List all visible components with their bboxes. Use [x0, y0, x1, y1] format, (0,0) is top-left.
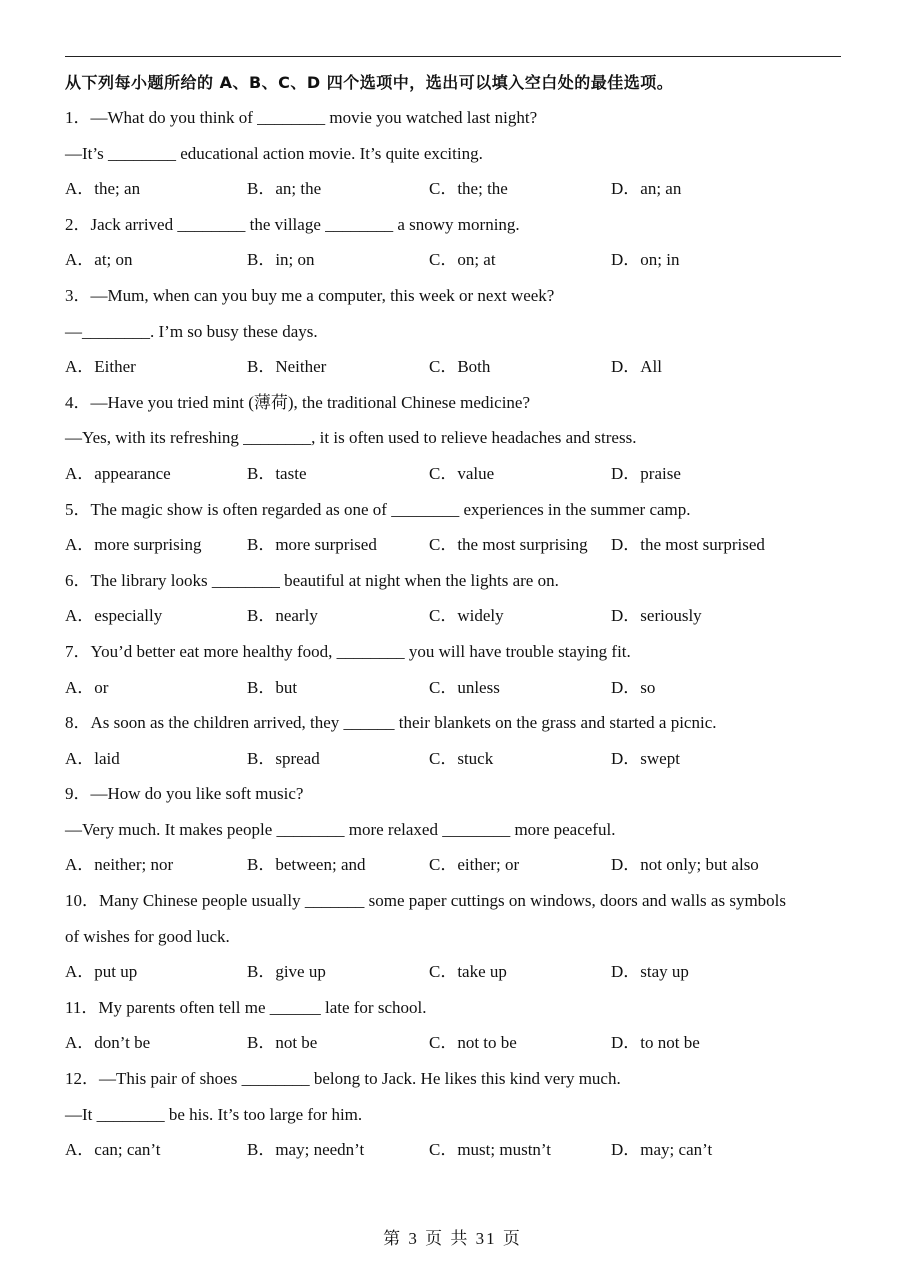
option-b[interactable]: B．not be	[247, 1033, 318, 1053]
option-a[interactable]: A．laid	[65, 748, 120, 768]
question-9	[65, 776, 841, 883]
option-row	[65, 242, 841, 278]
option-c[interactable]: C．unless	[429, 677, 500, 697]
option-b[interactable]: B．taste	[247, 463, 307, 483]
option-d[interactable]: D．to not be	[611, 1033, 700, 1053]
option-b[interactable]: B．give up	[247, 962, 326, 982]
question-1	[65, 100, 841, 207]
option-a[interactable]: A．more surprising	[65, 535, 202, 555]
question-text: 8．As soon as the children arrived, they ______ their blankets on the grass and started a picnic.	[65, 713, 717, 733]
option-row	[65, 527, 841, 563]
option-b[interactable]: B．may; needn’t	[247, 1140, 365, 1160]
option-c[interactable]: C．Both	[429, 357, 491, 377]
option-d[interactable]: D．praise	[611, 463, 681, 483]
option-b[interactable]: B．an; the	[247, 179, 322, 199]
question-3	[65, 278, 841, 385]
option-row	[65, 847, 841, 883]
question-text: —Yes, with its refreshing ________, it is often used to relieve headaches and stress.	[65, 428, 637, 448]
option-d[interactable]: D．seriously	[611, 606, 702, 626]
option-b[interactable]: B．but	[247, 677, 298, 697]
option-a[interactable]: A．especially	[65, 606, 163, 626]
option-row	[65, 1025, 841, 1061]
option-d[interactable]: D．the most surprised	[611, 535, 765, 555]
option-c[interactable]: C．widely	[429, 606, 504, 626]
question-7	[65, 634, 841, 705]
question-text: 4．—Have you tried mint (薄荷), the traditional Chinese medicine?	[65, 392, 531, 412]
option-d[interactable]: D．not only; but also	[611, 855, 759, 875]
question-5	[65, 492, 841, 563]
option-c[interactable]: C．take up	[429, 962, 507, 982]
option-row	[65, 598, 841, 634]
question-text: 6．The library looks ________ beautiful at night when the lights are on.	[65, 570, 559, 590]
option-d[interactable]: D．stay up	[611, 962, 689, 982]
option-c[interactable]: C．not to be	[429, 1033, 517, 1053]
question-8	[65, 705, 841, 776]
question-text: 9．—How do you like soft music?	[65, 784, 304, 804]
option-a[interactable]: A．or	[65, 677, 109, 697]
option-c[interactable]: C．the; the	[429, 179, 508, 199]
option-a[interactable]: A．can; can’t	[65, 1140, 161, 1160]
option-a[interactable]: A．neither; nor	[65, 855, 174, 875]
option-c[interactable]: C．stuck	[429, 748, 494, 768]
option-a[interactable]: A．put up	[65, 962, 138, 982]
option-d[interactable]: D．swept	[611, 748, 680, 768]
option-c[interactable]: C．the most surprising	[429, 535, 588, 555]
option-d[interactable]: D．on; in	[611, 250, 680, 270]
option-d[interactable]: D．an; an	[611, 179, 682, 199]
question-11	[65, 990, 841, 1061]
option-a[interactable]: A．Either	[65, 357, 136, 377]
option-d[interactable]: D．so	[611, 677, 656, 697]
question-text: of wishes for good luck.	[65, 926, 230, 946]
option-row	[65, 1132, 841, 1168]
question-text: —It ________ be his. It’s too large for him.	[65, 1104, 363, 1124]
question-list	[65, 100, 841, 1168]
option-c[interactable]: C．on; at	[429, 250, 496, 270]
option-c[interactable]: C．must; mustn’t	[429, 1140, 552, 1160]
option-row	[65, 741, 841, 777]
question-text: 2．Jack arrived ________ the village ________ a snowy morning.	[65, 214, 520, 234]
option-a[interactable]: A．the; an	[65, 179, 141, 199]
question-text: 7．You’d better eat more healthy food, ________ you will have trouble staying fit.	[65, 641, 631, 661]
option-a[interactable]: A．appearance	[65, 463, 171, 483]
question-text: 3．—Mum, when can you buy me a computer, this week or next week?	[65, 285, 555, 305]
option-b[interactable]: B．between; and	[247, 855, 366, 875]
question-10	[65, 883, 841, 990]
page-footer: 第 3 页 共 31 页	[383, 1229, 522, 1248]
option-d[interactable]: D．may; can’t	[611, 1140, 713, 1160]
option-b[interactable]: B．spread	[247, 748, 320, 768]
question-4	[65, 385, 841, 492]
option-row	[65, 349, 841, 385]
option-b[interactable]: B．Neither	[247, 357, 327, 377]
question-text: 12．—This pair of shoes ________ belong to Jack. He likes this kind very much.	[65, 1069, 621, 1089]
option-row	[65, 954, 841, 990]
question-text: —Very much. It makes people ________ more relaxed ________ more peaceful.	[65, 819, 616, 839]
question-text: 5．The magic show is often regarded as one of ________ experiences in the summer camp.	[65, 499, 691, 519]
option-b[interactable]: B．more surprised	[247, 535, 377, 555]
question-text: 1．—What do you think of ________ movie you watched last night?	[65, 108, 538, 127]
question-text: 10．Many Chinese people usually _______ some paper cuttings on windows, doors and walls as symbols	[65, 891, 787, 911]
option-c[interactable]: C．value	[429, 463, 495, 483]
question-6	[65, 563, 841, 634]
option-b[interactable]: B．in; on	[247, 250, 315, 270]
question-text: —It’s ________ educational action movie. It’s quite exciting.	[65, 143, 483, 163]
question-text: 11．My parents often tell me ______ late for school.	[65, 997, 427, 1017]
option-a[interactable]: A．at; on	[65, 250, 133, 270]
option-b[interactable]: B．nearly	[247, 606, 318, 626]
section-heading: 从下列每小题所给的 A、B、C、D 四个选项中，选出可以填入空白处的最佳选项。	[65, 73, 674, 92]
option-c[interactable]: C．either; or	[429, 855, 520, 875]
option-row	[65, 171, 841, 207]
option-d[interactable]: D．All	[611, 357, 662, 377]
question-12	[65, 1061, 841, 1168]
option-row	[65, 456, 841, 492]
question-2	[65, 207, 841, 278]
option-row	[65, 670, 841, 706]
header-rule	[65, 56, 841, 57]
question-text: —________. I’m so busy these days.	[65, 321, 318, 341]
option-a[interactable]: A．don’t be	[65, 1033, 151, 1053]
